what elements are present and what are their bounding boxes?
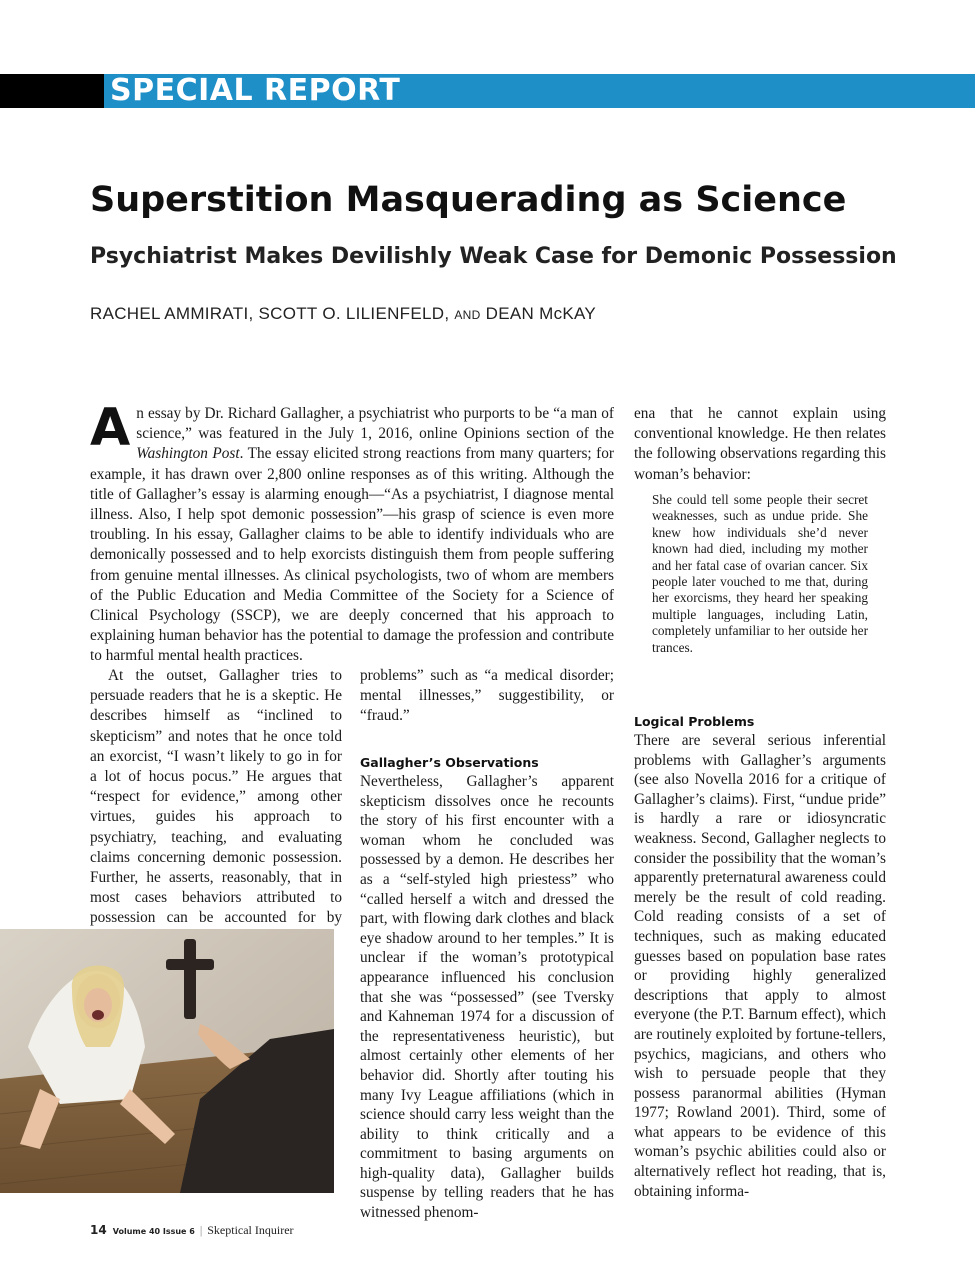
footer-separator: |: [199, 1223, 203, 1237]
banner-bracket: [98, 74, 104, 108]
drop-cap: A: [90, 398, 131, 458]
article-photo: [0, 929, 334, 1193]
section-heading-observations: Gallagher’s Observations: [360, 755, 539, 770]
authors-and: AND: [454, 308, 481, 322]
col2-continuation: problems” such as “a medical disorder; mental illnesses,” suggestibility, or “fraud.”: [360, 667, 614, 725]
intro-paragraph: [90, 398, 614, 667]
col3-continuation: ena that he cannot explain using conventional knowledge. He then relates the following observations regarding this woman’s behavior:: [634, 405, 886, 483]
col3-paragraph: There are several serious inferential problems with Gallagher’s arguments (see also Novella 2016 for a critique of Gallagher’s claims). First, “undue pride” is hardly a rare or idiosyncratic weakness. Second, Gallagher neglects to consider the possibility that the woman’s apparently preternatural awareness could merely be the result of cold reading. Cold reading consists of a set of techniques, such as making educated guesses based on population base rates or providing highly generalized descriptions that apply to almost everyone (the P.T. Barnum effect), which are routinely exploited by fortune-tellers, psychics, magicians, and others who wish to persuade people that they possess paranormal abilities (Hyman 1977; Rowland 2001). Third, some of what appears to be evidence of this woman’s psychic abilities could also or alternatively reflect hot reading, that is, obtaining informa-: [634, 732, 886, 1200]
authors-part2: DEAN McKAY: [480, 304, 597, 323]
page-number: 14: [90, 1223, 107, 1237]
article-title: Superstition Masquerading as Science: [90, 180, 847, 220]
banner-black-bar: [0, 74, 98, 108]
section-heading-logical-problems: Logical Problems: [634, 714, 755, 729]
authors-part1: RACHEL AMMIRATI, SCOTT O. LILIENFELD,: [90, 304, 455, 323]
publication-name: Washington Post: [136, 445, 240, 463]
intro-text-2: . The essay elicited strong reactions from many quarters; for example, it has drawn over 2,800 online responses as of this writing. Although the title of Gallagher’s essay is alarming enough—“As a psychiatrist, I diagnose mental illness. Also, I help spot demonic possession”—his grasp of science is even more troubling. In his essay, Gallagher claims to be able to identify individuals who are demonically possessed and to help exorcists distinguish them from people suffering from genuine mental illnesses. As clinical psychologists, two of whom are members of the Public Education and Media Committee of the Society for a Science of Clinical Psychology (SSCP), we are deeply concerned that his approach to explaining human behavior has the potential to damage the profession and contribute to harmful mental health practices.: [90, 445, 614, 665]
author-line: [90, 304, 596, 324]
section-label: SPECIAL REPORT: [110, 73, 401, 108]
page-footer: [90, 1223, 294, 1238]
issue-label: Volume 40 Issue 6: [112, 1227, 195, 1236]
intro-text-1: n essay by Dr. Richard Gallagher, a psychiatrist who purports to be “a man of science,” was featured in the July 1, 2016, online Opinions section of the: [136, 405, 614, 443]
magazine-name: Skeptical Inquirer: [207, 1223, 294, 1237]
col2-paragraph: Nevertheless, Gallagher’s apparent skepticism dissolves once he recounts the story of his first encounter with a woman whom he concluded was possessed by a demon. He describes her as a “self-styled high priestess” who “called herself a witch and dressed the part, with flowing dark clothes and black eye shadow around to her temples.” It is unclear if the woman’s prototypical appearance influenced his conclusion that she was “possessed” (see Tversky and Kahneman 1974 for a discussion of the representativeness heuristic), but almost certainly other elements of her behavior did. Shortly after touting his many Ivy League affiliations (which in science should carry less weight than the ability to think critically and a commitment to basing arguments on high-quality data), Gallagher builds suspense by telling readers that he has witnessed phenom-: [360, 773, 614, 1222]
block-quote: She could tell some people their secret weaknesses, such as undue pride. She knew how individuals she’d never known had died, including my mother and her fatal case of ovarian cancer. Six people later vouched to me that, during her exorcisms, they heard her speaking multiple languages, including Latin, completely unfamiliar to her outside her trances.: [652, 492, 868, 655]
col1-paragraph: At the outset, Gallagher tries to persuade readers that he is a skeptic. He describes himself as “inclined to skepticism” and notes that he once told an exorcist, “I wasn’t likely to go in for a lot of hocus pocus.” He argues that “respect for evidence,” among other virtues, guides his approach to psychiatry, teaching, and evaluating claims concerning demonic possession. Further, he asserts, reasonably, that in most cases behaviors attributed to possession can be accounted for by: [90, 667, 342, 927]
article-subtitle: Psychiatrist Makes Devilishly Weak Case for Demonic Possession: [90, 244, 897, 269]
